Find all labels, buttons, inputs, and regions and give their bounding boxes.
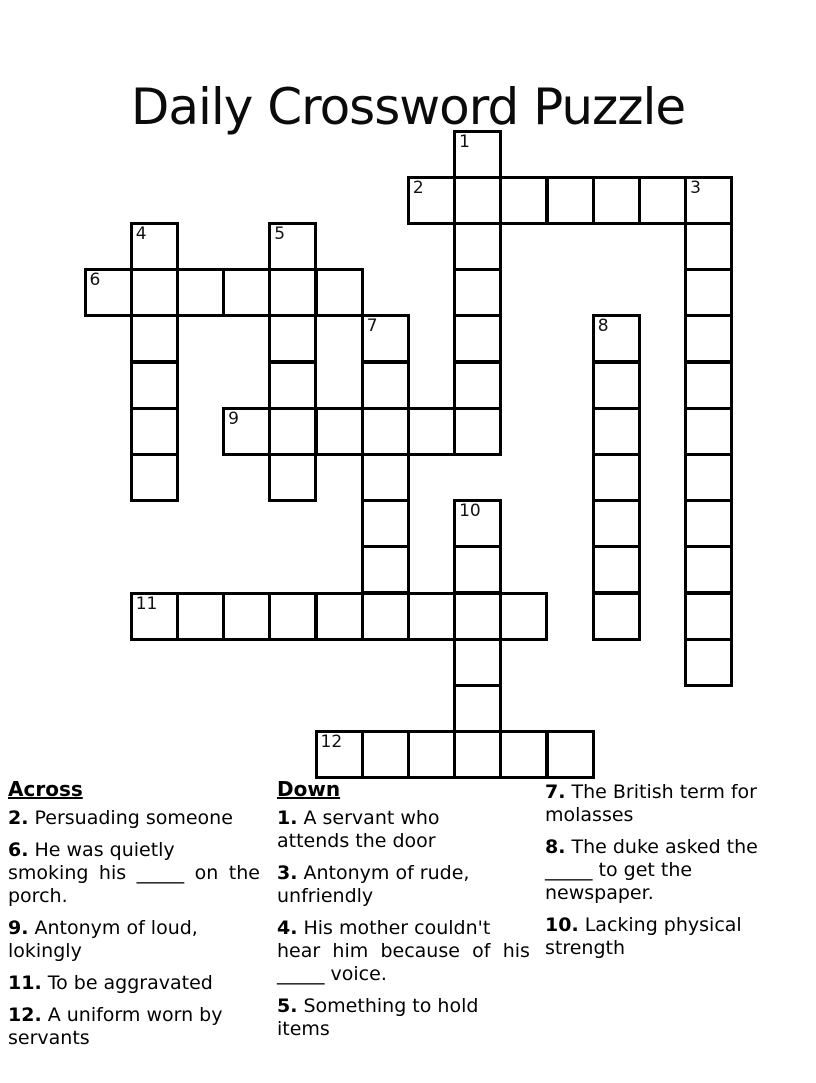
grid-cell-r4-c8[interactable] — [453, 314, 502, 363]
grid-number-5: 5 — [274, 223, 286, 244]
clue-12-number: 12. — [8, 1004, 42, 1026]
grid-cell-r3-c8[interactable] — [453, 268, 502, 317]
clue-7-line-1: 7. The British term for — [545, 781, 757, 803]
grid-cell-r1-c8[interactable] — [453, 176, 502, 225]
grid-number-3: 3 — [690, 177, 701, 198]
clue-10-number: 10. — [545, 914, 579, 936]
clue-9-line-1: 9. Antonym of loud, — [8, 917, 198, 939]
grid-number-9: 9 — [228, 408, 239, 429]
grid-cell-r13-c8[interactable] — [453, 730, 502, 779]
grid-cell-r5-c11[interactable] — [592, 361, 641, 410]
grid-cell-r8-c6[interactable] — [361, 499, 410, 548]
clue-6-line-2: smoking his _____ on the — [8, 862, 260, 884]
clue-11-number: 11. — [8, 972, 42, 994]
clue-column-2 — [277, 778, 530, 1050]
clue-5-line-1: 5. Something to hold — [277, 995, 479, 1017]
grid-cell-r7-c6[interactable] — [361, 453, 410, 502]
clue-3-number: 3. — [277, 862, 298, 884]
grid-cell-r6-c11[interactable] — [592, 407, 641, 456]
grid-cell-r9-c11[interactable] — [592, 545, 641, 594]
clue-5 — [277, 995, 530, 1041]
clue-1 — [277, 807, 530, 853]
grid-cell-r13-c10[interactable] — [546, 730, 595, 779]
grid-cell-r7-c11[interactable] — [592, 453, 641, 502]
clue-10 — [545, 914, 793, 960]
clue-6 — [8, 839, 260, 908]
grid-cell-r9-c8[interactable] — [453, 545, 502, 594]
grid-cell-r3-c4[interactable] — [268, 268, 317, 317]
grid-number-11: 11 — [135, 593, 158, 614]
grid-cell-r1-c12[interactable] — [638, 176, 687, 225]
grid-cell-r9-c6[interactable] — [361, 545, 410, 594]
clue-8-line-3: newspaper. — [545, 882, 654, 904]
grid-cell-r3-c13[interactable] — [684, 268, 733, 317]
grid-cell-r7-c4[interactable] — [268, 453, 317, 502]
grid-cell-r13-c6[interactable] — [361, 730, 410, 779]
grid-cell-r10-c13[interactable] — [684, 592, 733, 641]
clue-8-number: 8. — [545, 836, 566, 858]
clue-8 — [545, 836, 793, 905]
grid-cell-r2-c13[interactable] — [684, 222, 733, 271]
clue-1-number: 1. — [277, 807, 298, 829]
grid-cell-r1-c11[interactable] — [592, 176, 641, 225]
grid-cell-r10-c11[interactable] — [592, 592, 641, 641]
clue-9-line-2: lokingly — [8, 940, 82, 962]
grid-number-10: 10 — [459, 501, 481, 522]
clue-8-line-1: 8. The duke asked the — [545, 836, 758, 858]
grid-cell-r6-c1[interactable] — [130, 407, 179, 456]
grid-number-8: 8 — [597, 316, 609, 337]
grid-cell-r10-c2[interactable] — [176, 592, 225, 641]
grid-cell-r10-c7[interactable] — [407, 592, 456, 641]
clue-5-number: 5. — [277, 995, 298, 1017]
clue-11 — [8, 972, 260, 995]
grid-cell-r3-c1[interactable] — [130, 268, 179, 317]
clue-7-line-2: molasses — [545, 804, 634, 826]
clue-6-line-3: porch. — [8, 885, 68, 907]
grid-cell-r10-c5[interactable] — [315, 592, 364, 641]
grid-number-1: 1 — [459, 131, 470, 152]
clue-5-line-2: items — [277, 1018, 330, 1040]
clue-9 — [8, 917, 260, 963]
grid-cell-r2-c8[interactable] — [453, 222, 502, 271]
grid-cell-r6-c7[interactable] — [407, 407, 456, 456]
clue-4-line-1: 4. His mother couldn't — [277, 917, 491, 939]
clue-2 — [8, 807, 260, 830]
grid-number-4: 4 — [135, 223, 147, 244]
grid-cell-r3-c5[interactable] — [315, 268, 364, 317]
clue-column-3 — [545, 781, 793, 969]
grid-cell-r13-c9[interactable] — [499, 730, 548, 779]
grid-cell-r10-c6[interactable] — [361, 592, 410, 641]
grid-cell-r9-c13[interactable] — [684, 545, 733, 594]
clue-10-line-2: strength — [545, 937, 626, 959]
grid-cell-r8-c13[interactable] — [684, 499, 733, 548]
clue-7 — [545, 781, 793, 827]
grid-cell-r3-c3[interactable] — [222, 268, 271, 317]
grid-cell-r4-c13[interactable] — [684, 314, 733, 363]
grid-cell-r10-c9[interactable] — [499, 592, 548, 641]
grid-cell-r6-c5[interactable] — [315, 407, 364, 456]
clue-6-line-1: 6. He was quietly — [8, 839, 175, 861]
grid-cell-r4-c4[interactable] — [268, 314, 317, 363]
clue-2-number: 2. — [8, 807, 29, 829]
grid-cell-r1-c9[interactable] — [499, 176, 548, 225]
clue-8-line-2: _____ to get the — [545, 859, 693, 881]
clue-3-line-1: 3. Antonym of rude, — [277, 862, 470, 884]
grid-number-7: 7 — [366, 316, 378, 337]
clue-10-line-1: 10. Lacking physical — [545, 914, 742, 936]
grid-number-6: 6 — [89, 270, 101, 291]
clue-11-line-1: 11. To be aggravated — [8, 972, 213, 994]
across-header: Across — [8, 777, 83, 801]
grid-cell-r13-c7[interactable] — [407, 730, 456, 779]
clue-4-number: 4. — [277, 917, 298, 939]
clue-4-line-3: _____ voice. — [277, 963, 387, 985]
grid-cell-r3-c2[interactable] — [176, 268, 225, 317]
clue-12-line-1: 12. A uniform worn by — [8, 1004, 223, 1026]
grid-cell-r10-c8[interactable] — [453, 592, 502, 641]
clue-2-line-1: 2. Persuading someone — [8, 807, 233, 829]
page-title: Daily Crossword Puzzle — [130, 77, 686, 136]
grid-cell-r5-c4[interactable] — [268, 361, 317, 410]
grid-cell-r11-c13[interactable] — [684, 638, 733, 687]
grid-cell-r6-c6[interactable] — [361, 407, 410, 456]
grid-number-2: 2 — [412, 177, 424, 198]
grid-cell-r8-c11[interactable] — [592, 499, 641, 548]
clue-3 — [277, 862, 530, 908]
grid-cell-r5-c13[interactable] — [684, 361, 733, 410]
grid-cell-r5-c1[interactable] — [130, 361, 179, 410]
grid-cell-r6-c13[interactable] — [684, 407, 733, 456]
grid-cell-r7-c13[interactable] — [684, 453, 733, 502]
grid-cell-r10-c4[interactable] — [268, 592, 317, 641]
grid-cell-r1-c10[interactable] — [546, 176, 595, 225]
grid-cell-r4-c1[interactable] — [130, 314, 179, 363]
clue-3-line-2: unfriendly — [277, 885, 374, 907]
grid-cell-r6-c4[interactable] — [268, 407, 317, 456]
grid-number-12: 12 — [320, 732, 343, 753]
clue-12-line-2: servants — [8, 1027, 90, 1049]
grid-cell-r12-c8[interactable] — [453, 684, 502, 733]
grid-cell-r11-c8[interactable] — [453, 638, 502, 687]
grid-cell-r10-c3[interactable] — [222, 592, 271, 641]
grid-cell-r5-c6[interactable] — [361, 361, 410, 410]
clue-4 — [277, 917, 530, 986]
clue-1-line-1: 1. A servant who — [277, 807, 440, 829]
clue-4-line-2: hear him because of his — [277, 940, 530, 962]
clue-7-number: 7. — [545, 781, 566, 803]
clue-12 — [8, 1004, 260, 1050]
clue-9-number: 9. — [8, 917, 29, 939]
grid-cell-r5-c8[interactable] — [453, 361, 502, 410]
grid-cell-r7-c1[interactable] — [130, 453, 179, 502]
clue-6-number: 6. — [8, 839, 29, 861]
down-header: Down — [277, 777, 341, 801]
clue-1-line-2: attends the door — [277, 830, 436, 852]
clue-column-1 — [8, 778, 260, 1059]
grid-cell-r6-c8[interactable] — [453, 407, 502, 456]
